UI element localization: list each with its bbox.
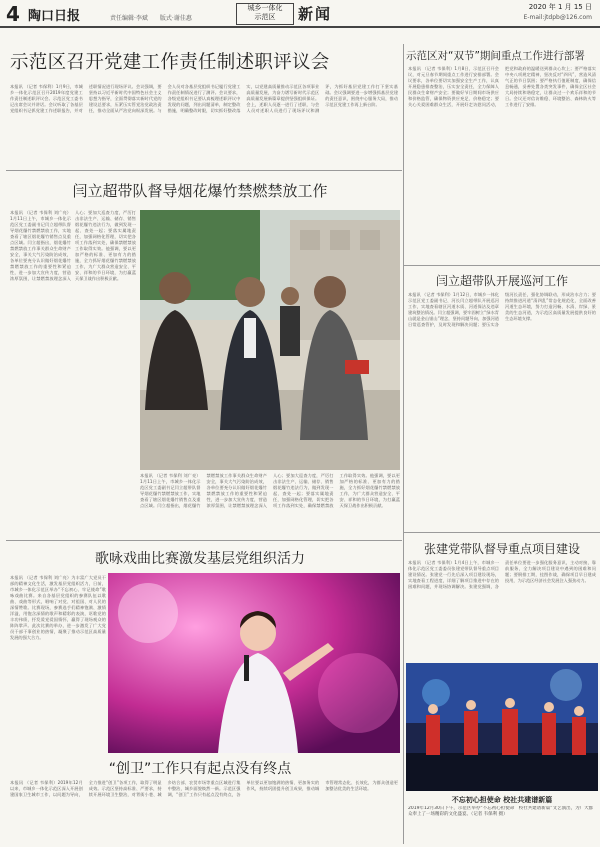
article-health-city-body: 本报讯 （记者 韦保利）2019年12月以来，市城乡一体化示范区深入开展创建国家卫生城市工作，以问题为导向，全力推进“创卫”各项工作，取得了明显成效。示范区坚持高标准、严要求，持续开展环境卫生整治，对背街小巷、城乡结合部、农贸市场等重点区域进行集中整治，城乡面貌焕然一新。示范区强调，“创卫”工作只有起点没有终点，各单位要以更加饱满的热情、更加务实的作风，持续巩固提升创卫成果，推动城市管理常态化、长效化，为群众创造更加整洁优美的生活环境。 xyxy=(10,780,398,797)
issue-date: 2020 年 1 月 15 日 xyxy=(528,3,592,11)
section-divider xyxy=(6,170,402,171)
column-title: 新闻 xyxy=(298,5,333,23)
column-badge-text: 城乡一体化 示范区 xyxy=(247,4,283,21)
headline-health-city: “创卫”工作只有起点没有终点 xyxy=(108,761,292,777)
editor-line: 责任编辑·李斌 版式·谢佳惠 xyxy=(110,15,192,22)
inspection-photo xyxy=(140,210,400,470)
masthead xyxy=(0,0,600,28)
article-river-patrol-body: 本报讯 （记者 韦保利）1月12日，市城乡一体化示范区党工委副书记、河长闫立超带队开展巡河工作，实地查看辖区河道水质、河道保洁及违章建筑整治情况。闫立超强调，要牢固树立“绿水青山就是金山银山”理念，坚持问题导向，加强河道日常巡查管护，及时发现和解决问题；要压实各级河长责任，强化协调联动，形成治水合力；要持续推进河道“清四乱”常态化规范化，全面改善河道生态环境，努力打造河畅、水清、岸绿、景美的生态河道，为示范区高质量发展提供良好的生态环境支撑。 xyxy=(408,292,596,327)
article-singing-contest-body: 本报讯 （记者 韦保利 刘广亮）为丰富广大党员干部的精神文化生活，激发基层党组织活力，日前，市城乡一体化示范区举办“不忘初心、牢记使命”歌咏戏曲比赛。来自各基层党组织的参赛队伍以歌曲、戏曲等形式，唱响了对党、对祖国、对人民的深情赞歌。比赛现场，参赛选手们精神饱满、激情洋溢，用饱含深情的歌声和精彩的表演，讴歌党的丰功伟绩，抒发爱党爱国情怀，赢得了现场观众的阵阵掌声。此次比赛的举办，进一步激发了广大党员干部干事创业的热情，凝聚了推动示范区高质量发展的强大合力。 xyxy=(10,575,106,640)
article-holiday-body: 本报讯 （记者 韦保利）1月8日，示范区召开会议，对元旦春节期间重点工作进行安排部署。会议要求，各单位要切实加强安全生产工作，认真开展隐患排查整治，压实安全责任，全力保障人民群众生命财产安全；要做好节日期间市场供应和价格监管，确保物资供应充足、价格稳定；要关心关爱困难群众生活，开展好走访慰问活动，把党和政府的温暖送到群众心坎上；要严格落实中央八项规定精神，坚决反对“四风”，营造风清气正的节日氛围；要严格执行值班制度，确保信息畅通，妥善处置各类突发事件，确保全区社会大局持续和谐稳定，让群众过一个欢乐祥和的节日。会议还对信访维稳、环境整治、森林防火等工作进行了安排。 xyxy=(408,66,596,107)
performance-photo-footnote: 2019年12月30日下午，示范区举办“不忘初心担使命 校社共建谱新篇”文艺演出，为广大群众奉上了一场精彩的文化盛宴。（记者 韦保利 摄） xyxy=(408,806,594,817)
column-badge xyxy=(236,3,294,25)
headline-party-building: 示范区召开党建工作责任制述职评议会 xyxy=(10,52,330,73)
headline-river-patrol: 闫立超带队开展巡河工作 xyxy=(435,274,568,288)
paper-name: 陶口日报 xyxy=(28,9,81,24)
contact-email: E-mail:jtdpb@126.com xyxy=(523,14,592,21)
section-divider xyxy=(404,532,600,533)
singer-photo xyxy=(108,573,400,753)
section-divider xyxy=(404,265,600,266)
inspection-photo-illustration xyxy=(140,210,400,470)
article-firecracker-body-left: 本报讯 （记者 韦保利 刘广亮）1月11日上午，市城乡一体化示范区党工委副书记闫立超带队督导烟花爆竹禁燃禁放工作，实地查看了辖区烟花爆竹销售点及重点区域。闫立超指出，烟花爆竹禁燃禁放工作事关群众生命财产安全，事关大气污染防治成效，各单位要充分认识做好烟花爆竹禁燃禁放工作的重要性和紧迫性，进一步加大宣传力度，营造浓厚氛围，让禁燃禁放理念深入人心；要加大巡查力度，严厉打击非法生产、运输、储存、销售烟花爆竹违法行为，做到发现一起、查处一起；要落实属地责任，加强网格化管理，切实把各项工作落到实处，确保禁燃禁放工作取得实效。他强调，要以更加严格的标准、更加有力的措施，全力抓好烟花爆竹禁燃禁放工作，为广大群众营造安全、平安、祥和的节日环境，为打赢蓝天保卫战作出积极贡献。 xyxy=(10,210,136,281)
singer-photo-illustration xyxy=(108,573,400,753)
column-divider xyxy=(403,44,404,844)
article-firecracker-body-bottom: 本报讯 （记者 韦保利 刘广亮）1月11日上午，市城乡一体化示范区党工委副书记闫立超带队督导烟花爆竹禁燃禁放工作，实地查看了辖区烟花爆竹销售点及重点区域。闫立超指出，烟花爆竹禁燃禁放工作事关群众生命财产安全，事关大气污染防治成效，各单位要充分认识做好烟花爆竹禁燃禁放工作的重要性和紧迫性，进一步加大宣传力度，营造浓厚氛围，让禁燃禁放理念深入人心；要加大巡查力度，严厉打击非法生产、运输、储存、销售烟花爆竹违法行为，做到发现一起、查处一起；要落实属地责任，加强网格化管理，切实把各项工作落到实处，确保禁燃禁放工作取得实效。他强调，要以更加严格的标准、更加有力的措施，全力抓好烟花爆竹禁燃禁放工作，为广大群众营造安全、平安、祥和的节日环境，为打赢蓝天保卫战作出积极贡献。 xyxy=(140,473,400,508)
headline-key-projects: 张建党带队督导重点项目建设 xyxy=(423,542,580,556)
performance-photo-caption: 不忘初心担使命 校社共建谱新篇 xyxy=(451,796,553,804)
article-party-building-body: 本报讯 （记者 韦保利）1月9日，市城乡一体化示范区召开2019年度党建工作责任制述职评议会。示范区党工委书记出席会议并讲话。会议听取了各基层党组织书记抓党建工作述职报告，并对述职情况进行现场评议。会议强调，要坚持以习近平新时代中国特色社会主义思想为指导，全面贯彻落实新时代党的建设总要求，压紧压实管党治党政治责任，推动全面从严治党向纵深发展。与会人员对各基层党组织书记履行党建工作责任制情况进行了测评。会议要求，各级党组织书记要认真梳理述职评议中发现的问题，列出问题清单，制定整改措施，明确整改时限，切实抓好整改落实，以党建高质量推动示范区各项事业高质量发展，为奋力谱写新时代示范区高质量发展新篇章提供坚强组织保证。会上，述职人员逐一进行了述职，与会人员对述职人员进行了现场评议和测评，为抓好基层党建工作打下坚实基础。会议强调要进一步增强抓基层党建的责任意识，围绕中心服务大局，推动示范区党建工作再上新台阶。 xyxy=(10,84,398,113)
headline-singing-contest: 歌咏戏曲比赛激发基层党组织活力 xyxy=(95,551,305,567)
headline-holiday-deployment: 示范区对“双节”期间重点工作进行部署 xyxy=(406,50,585,62)
article-key-projects-body: 本报讯 （记者 韦保利）1月4日上午，市城乡一体化示范区党工委委员张建党带队督导重点项目建设情况。张建党一行先后深入项目建设现场，实地查看工程进度，详细了解项目推进中存在的困难和问题，并现场协调解决。张建党强调，各责任单位要进一步强化服务意识，主动对接，靠前服务，全力解决项目建设中遇到的困难和问题；要倒排工期，挂图作战，确保项目早日建成投用，为示范区经济社会发展注入强劲动力。 xyxy=(408,560,596,589)
page-number: 4 xyxy=(6,2,20,26)
performance-photo xyxy=(406,663,598,791)
section-divider xyxy=(6,540,402,541)
headline-firecracker-ban: 闫立超带队督导烟花爆竹禁燃禁放工作 xyxy=(72,182,328,200)
performance-photo-illustration xyxy=(406,663,598,791)
